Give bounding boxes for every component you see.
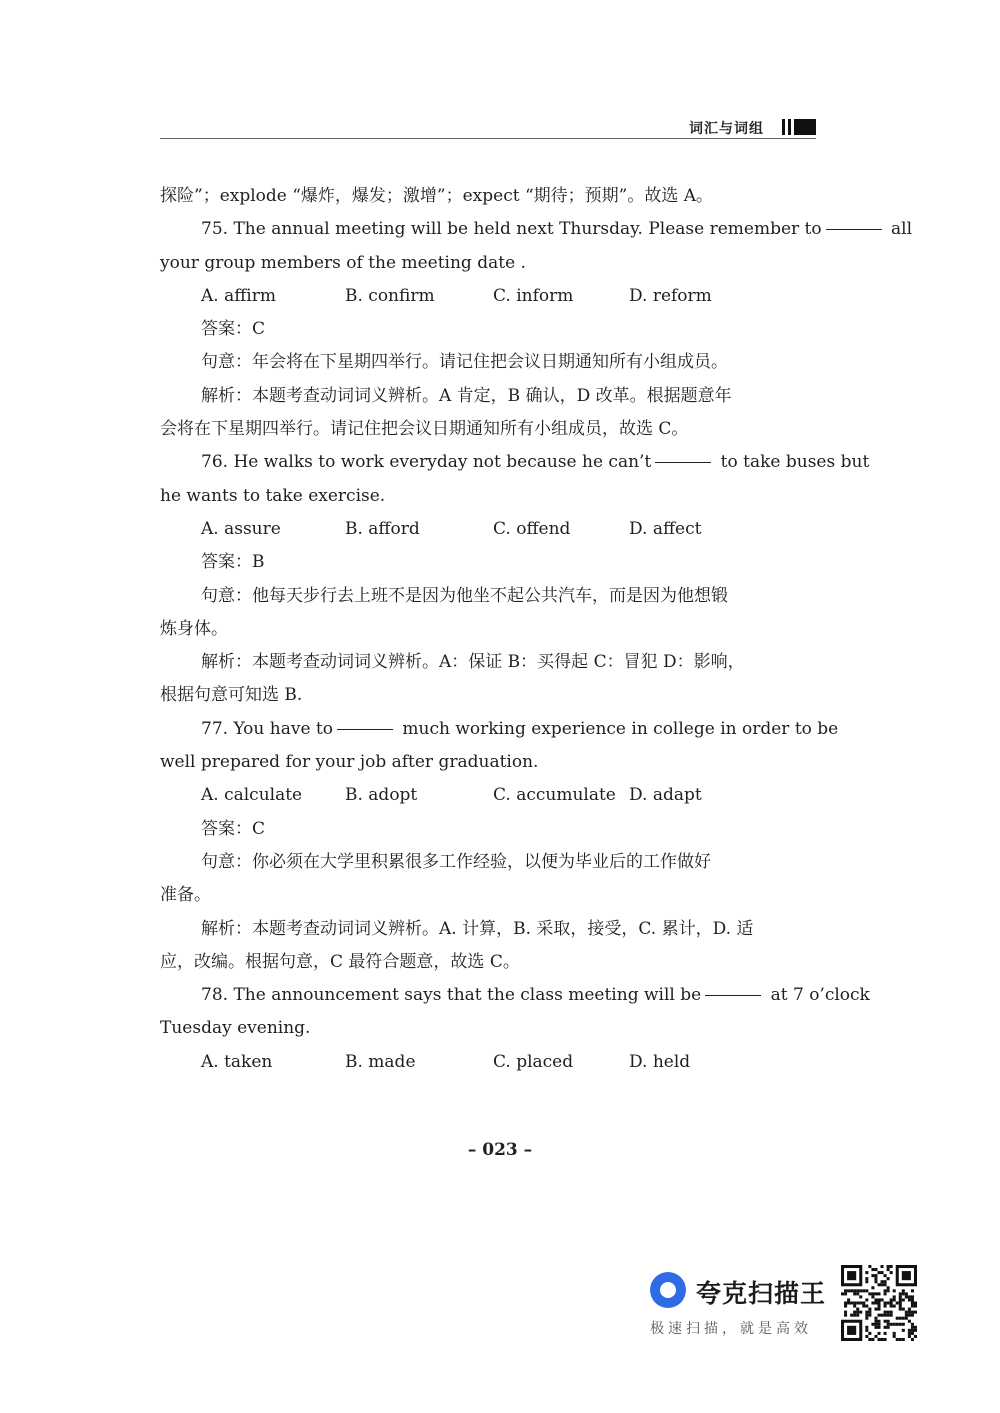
- qr-module: [874, 1274, 877, 1277]
- qr-module: [911, 1301, 914, 1304]
- qr-module: [877, 1314, 880, 1317]
- qr-module: [905, 1314, 908, 1317]
- qr-module: [893, 1289, 896, 1292]
- qr-module: [877, 1305, 880, 1308]
- qr-module: [896, 1301, 899, 1304]
- qr-module: [902, 1329, 905, 1332]
- qr-module: [911, 1338, 914, 1341]
- header-bar-mark: [788, 119, 791, 135]
- qr-module: [884, 1314, 887, 1317]
- line-text: 75. The annual meeting will be held next Thursday. Please remember to: [201, 219, 822, 240]
- qr-module: [847, 1301, 850, 1304]
- qr-module: [871, 1301, 874, 1304]
- line-text: 77. You have to: [201, 718, 333, 739]
- text-line: [160, 313, 818, 346]
- answer-option: A. calculate: [201, 785, 303, 806]
- qr-module: [908, 1295, 911, 1298]
- qr-module: [908, 1335, 911, 1338]
- qr-module: [884, 1311, 887, 1314]
- qr-module: [902, 1292, 905, 1295]
- text-line: [160, 879, 818, 912]
- quark-scanner-logo-icon: [650, 1272, 686, 1308]
- line-text: much working experience in college in order to be: [397, 718, 839, 739]
- line-text: your group members of the meeting date .: [160, 252, 526, 273]
- qr-module: [865, 1317, 868, 1320]
- qr-module: [865, 1271, 868, 1274]
- qr-module: [865, 1298, 868, 1301]
- answer-option: D. affect: [629, 518, 702, 539]
- answer-options: [160, 280, 818, 313]
- text-line: [160, 247, 818, 280]
- qr-module: [874, 1268, 877, 1271]
- answer-option: A. assure: [201, 518, 281, 539]
- qr-module: [887, 1265, 890, 1268]
- text-line: [160, 546, 818, 579]
- line-text: all: [885, 219, 913, 240]
- qr-module: [868, 1265, 871, 1268]
- qr-module: [911, 1332, 914, 1335]
- qr-module: [856, 1301, 859, 1304]
- qr-module: [856, 1292, 859, 1295]
- answer-option: C. placed: [493, 1051, 574, 1072]
- qr-module: [856, 1311, 859, 1314]
- qr-module: [865, 1289, 868, 1292]
- qr-module: [874, 1301, 877, 1304]
- qr-module: [890, 1305, 893, 1308]
- qr-module: [874, 1335, 877, 1338]
- qr-module: [905, 1295, 908, 1298]
- text-line: [160, 846, 818, 879]
- answer-options: [160, 779, 818, 812]
- qr-module: [865, 1311, 868, 1314]
- qr-module: [850, 1301, 853, 1304]
- qr-code-icon: [838, 1265, 920, 1341]
- line-text: 应，改编。根据句意，C 最符合题意，故选 C。: [160, 951, 520, 972]
- qr-module: [911, 1305, 914, 1308]
- qr-module: [853, 1292, 856, 1295]
- answer-option: C. inform: [493, 285, 574, 306]
- answer-option: A. taken: [201, 1051, 273, 1072]
- line-text: 炼身体。: [160, 618, 228, 639]
- qr-module: [868, 1314, 871, 1317]
- qr-module: [853, 1311, 856, 1314]
- text-line: [160, 746, 818, 779]
- qr-module: [887, 1326, 890, 1329]
- qr-module: [914, 1335, 917, 1338]
- answer-option: C. offend: [493, 518, 571, 539]
- page-number: – 023 –: [467, 1140, 533, 1160]
- qr-module: [902, 1271, 911, 1280]
- qr-module: [914, 1329, 917, 1332]
- qr-module: [856, 1289, 859, 1292]
- answer-options: [160, 1046, 818, 1079]
- qr-module: [908, 1308, 911, 1311]
- qr-module: [847, 1326, 856, 1335]
- answer-option: A. affirm: [201, 285, 276, 306]
- qr-module: [859, 1301, 862, 1304]
- qr-module: [865, 1326, 868, 1329]
- qr-module: [887, 1301, 890, 1304]
- qr-module: [874, 1323, 877, 1326]
- qr-module: [905, 1292, 908, 1295]
- qr-module: [902, 1289, 905, 1292]
- qr-module: [871, 1295, 874, 1298]
- qr-module: [893, 1295, 896, 1298]
- qr-module: [877, 1320, 880, 1323]
- qr-module: [874, 1298, 877, 1301]
- answer-option: B. made: [345, 1051, 416, 1072]
- qr-module: [868, 1338, 871, 1341]
- qr-module: [908, 1332, 911, 1335]
- qr-module: [890, 1271, 893, 1274]
- line-text: 解析：本题考查动词词义辨析。A：保证 B：买得起 C：冒犯 D：影响，: [201, 652, 745, 673]
- answer-option: D. held: [629, 1051, 691, 1072]
- qr-module: [887, 1314, 890, 1317]
- answer-options: [160, 513, 818, 546]
- qr-module: [856, 1314, 859, 1317]
- qr-module: [881, 1338, 884, 1341]
- qr-module: [905, 1311, 908, 1314]
- qr-module: [890, 1311, 893, 1314]
- qr-module: [887, 1286, 890, 1289]
- text-line: [160, 213, 913, 246]
- qr-module: [865, 1305, 868, 1308]
- line-text: he wants to take exercise.: [160, 485, 386, 506]
- qr-module: [887, 1323, 890, 1326]
- qr-module: [877, 1326, 880, 1329]
- qr-module: [877, 1301, 880, 1304]
- qr-module: [881, 1271, 884, 1274]
- qr-module: [871, 1274, 874, 1277]
- qr-module: [850, 1314, 853, 1317]
- line-text: 句意：年会将在下星期四举行。请记住把会议日期通知所有小组成员。: [201, 352, 728, 373]
- header-rule: [160, 138, 816, 139]
- text-line: [160, 613, 818, 646]
- qr-module: [908, 1329, 911, 1332]
- qr-module: [908, 1314, 911, 1317]
- qr-module: [914, 1301, 917, 1304]
- page-content: [160, 180, 913, 1079]
- qr-module: [868, 1311, 871, 1314]
- qr-module: [859, 1311, 862, 1314]
- qr-module: [853, 1301, 856, 1304]
- answer-option: B. afford: [345, 518, 420, 539]
- text-line: [160, 480, 818, 513]
- qr-module: [884, 1338, 887, 1341]
- line-text: 答案：B: [201, 552, 265, 573]
- qr-module: [844, 1314, 847, 1317]
- qr-module: [887, 1311, 890, 1314]
- qr-module: [911, 1311, 914, 1314]
- line-text: 76. He walks to work everyday not because he can’t: [201, 452, 652, 473]
- qr-module: [865, 1335, 868, 1338]
- qr-module: [893, 1335, 896, 1338]
- text-line: [160, 979, 870, 1012]
- qr-module: [881, 1283, 884, 1286]
- qr-module: [853, 1305, 856, 1308]
- qr-module: [844, 1289, 847, 1292]
- text-line: [160, 580, 818, 613]
- qr-module: [896, 1338, 899, 1341]
- answer-option: D. reform: [629, 285, 712, 306]
- answer-option: D. adapt: [629, 785, 702, 806]
- line-text: 会将在下星期四举行。请记住把会议日期通知所有小组成员，故选 C。: [160, 419, 689, 440]
- answer-option: B. confirm: [345, 285, 435, 306]
- qr-module: [868, 1308, 871, 1311]
- text-line: [160, 446, 870, 479]
- qr-module: [914, 1311, 917, 1314]
- line-text: well prepared for your job after graduation.: [160, 752, 539, 773]
- line-text: 答案：C: [201, 818, 266, 839]
- qr-module: [877, 1292, 880, 1295]
- line-text: 解析：本题考查动词词义辨析。A. 计算，B. 采取，接受，C. 累计，D. 适: [201, 918, 754, 939]
- qr-module: [899, 1295, 902, 1298]
- qr-module: [911, 1329, 914, 1332]
- qr-module: [887, 1320, 890, 1323]
- qr-module: [874, 1308, 877, 1311]
- qr-module: [871, 1323, 874, 1326]
- qr-module: [877, 1308, 880, 1311]
- fill-in-blank: [655, 461, 711, 463]
- qr-module: [902, 1323, 905, 1326]
- qr-module: [847, 1271, 856, 1280]
- qr-module: [899, 1308, 902, 1311]
- qr-module: [862, 1305, 865, 1308]
- text-line: [160, 180, 818, 213]
- qr-module: [899, 1317, 902, 1320]
- text-line: [160, 646, 818, 679]
- qr-module: [890, 1323, 893, 1326]
- qr-module: [862, 1301, 865, 1304]
- text-line: [160, 380, 818, 413]
- qr-module: [884, 1283, 887, 1286]
- qr-module: [896, 1317, 899, 1320]
- line-text: 句意：他每天步行去上班不是因为他坐不起公共汽车，而是因为他想锻: [201, 585, 728, 606]
- qr-module: [847, 1298, 850, 1301]
- qr-module: [844, 1301, 847, 1304]
- fill-in-blank: [705, 994, 761, 996]
- qr-module: [911, 1314, 914, 1317]
- qr-module: [844, 1292, 847, 1295]
- qr-module: [902, 1338, 905, 1341]
- qr-module: [905, 1317, 908, 1320]
- qr-module: [914, 1305, 917, 1308]
- line-text: 答案：C: [201, 319, 266, 340]
- qr-module: [899, 1292, 902, 1295]
- line-text: 句意：你必须在大学里积累很多工作经验，以便为毕业后的工作做好: [201, 851, 711, 872]
- line-text: to take buses but: [715, 452, 870, 473]
- qr-module: [841, 1292, 844, 1295]
- qr-module: [884, 1301, 887, 1304]
- qr-module: [877, 1332, 880, 1335]
- text-line: [160, 913, 818, 946]
- qr-module: [881, 1314, 884, 1317]
- qr-module: [896, 1323, 899, 1326]
- qr-module: [877, 1271, 880, 1274]
- qr-module: [884, 1320, 887, 1323]
- qr-module: [874, 1320, 877, 1323]
- watermark-slogan: 极速扫描，就是高效: [650, 1321, 812, 1337]
- qr-module: [911, 1295, 914, 1298]
- qr-module: [893, 1305, 896, 1308]
- line-text: 探险”；explode “爆炸，爆发；激增”；expect “期待；预期”。故选 A。: [160, 186, 714, 206]
- qr-module: [887, 1277, 890, 1280]
- qr-module: [874, 1292, 877, 1295]
- line-text: at 7 o’clock: [765, 985, 870, 1006]
- qr-module: [865, 1329, 868, 1332]
- qr-module: [850, 1289, 853, 1292]
- qr-module: [911, 1323, 914, 1326]
- qr-module: [859, 1289, 862, 1292]
- qr-module: [914, 1326, 917, 1329]
- qr-module: [856, 1308, 859, 1311]
- qr-module: [884, 1274, 887, 1277]
- qr-module: [890, 1314, 893, 1317]
- qr-module: [853, 1314, 856, 1317]
- qr-module: [908, 1298, 911, 1301]
- line-text: Tuesday evening.: [160, 1018, 311, 1039]
- line-text: 解析：本题考查动词词义辨析。A 肯定，B 确认，D 改革。根据题意年: [201, 385, 732, 406]
- text-line: [160, 713, 839, 746]
- qr-module: [877, 1283, 880, 1286]
- qr-module: [911, 1298, 914, 1301]
- qr-module: [884, 1332, 887, 1335]
- qr-module: [911, 1289, 914, 1292]
- qr-module: [874, 1326, 877, 1329]
- qr-module: [844, 1311, 847, 1314]
- text-line: [160, 813, 818, 846]
- answer-option: C. accumulate: [493, 785, 616, 806]
- qr-module: [899, 1305, 902, 1308]
- qr-module: [884, 1292, 887, 1295]
- qr-module: [868, 1332, 871, 1335]
- watermark-app-name: 夸克扫描王: [696, 1279, 827, 1308]
- qr-module: [893, 1298, 896, 1301]
- qr-module: [874, 1280, 877, 1283]
- fill-in-blank: [337, 728, 393, 730]
- qr-module: [902, 1317, 905, 1320]
- qr-module: [871, 1268, 874, 1271]
- qr-module: [868, 1292, 871, 1295]
- qr-module: [877, 1298, 880, 1301]
- qr-module: [890, 1298, 893, 1301]
- running-header-title: 词汇与词组: [689, 121, 764, 137]
- qr-module: [881, 1298, 884, 1301]
- qr-module: [865, 1280, 868, 1283]
- line-text: 78. The announcement says that the class meeting will be: [201, 985, 702, 1006]
- qr-module: [911, 1326, 914, 1329]
- qr-module: [871, 1338, 874, 1341]
- qr-module: [874, 1317, 877, 1320]
- qr-module: [877, 1338, 880, 1341]
- qr-module: [887, 1268, 890, 1271]
- text-line: [160, 346, 818, 379]
- line-text: 根据句意可知选 B.: [160, 685, 303, 706]
- qr-module: [844, 1305, 847, 1308]
- qr-module: [899, 1338, 902, 1341]
- qr-module: [859, 1295, 862, 1298]
- qr-module: [881, 1265, 884, 1268]
- qr-module: [862, 1289, 865, 1292]
- qr-module: [902, 1298, 905, 1301]
- qr-module: [874, 1277, 877, 1280]
- qr-module: [899, 1298, 902, 1301]
- answer-option: B. adopt: [345, 785, 418, 806]
- qr-module: [899, 1301, 902, 1304]
- text-line: [160, 413, 818, 446]
- qr-module: [877, 1323, 880, 1326]
- qr-module: [884, 1280, 887, 1283]
- qr-module: [887, 1289, 890, 1292]
- qr-module: [881, 1280, 884, 1283]
- text-line: [160, 1012, 818, 1045]
- text-line: [160, 679, 818, 712]
- qr-module: [871, 1286, 874, 1289]
- qr-module: [884, 1305, 887, 1308]
- qr-module: [908, 1311, 911, 1314]
- qr-module: [871, 1292, 874, 1295]
- line-text: 准备。: [160, 885, 211, 906]
- qr-module: [899, 1323, 902, 1326]
- qr-module: [884, 1289, 887, 1292]
- qr-module: [853, 1289, 856, 1292]
- qr-module: [893, 1323, 896, 1326]
- qr-module: [902, 1308, 905, 1311]
- qr-module: [865, 1314, 868, 1317]
- qr-module: [865, 1277, 868, 1280]
- qr-module: [893, 1332, 896, 1335]
- qr-module: [884, 1326, 887, 1329]
- qr-module: [847, 1289, 850, 1292]
- header-bar-mark: [794, 119, 816, 135]
- text-line: [160, 946, 818, 979]
- qr-module: [890, 1265, 893, 1268]
- qr-module: [890, 1301, 893, 1304]
- header-bar-mark: [782, 119, 785, 135]
- fill-in-blank: [826, 228, 882, 230]
- qr-module: [908, 1320, 911, 1323]
